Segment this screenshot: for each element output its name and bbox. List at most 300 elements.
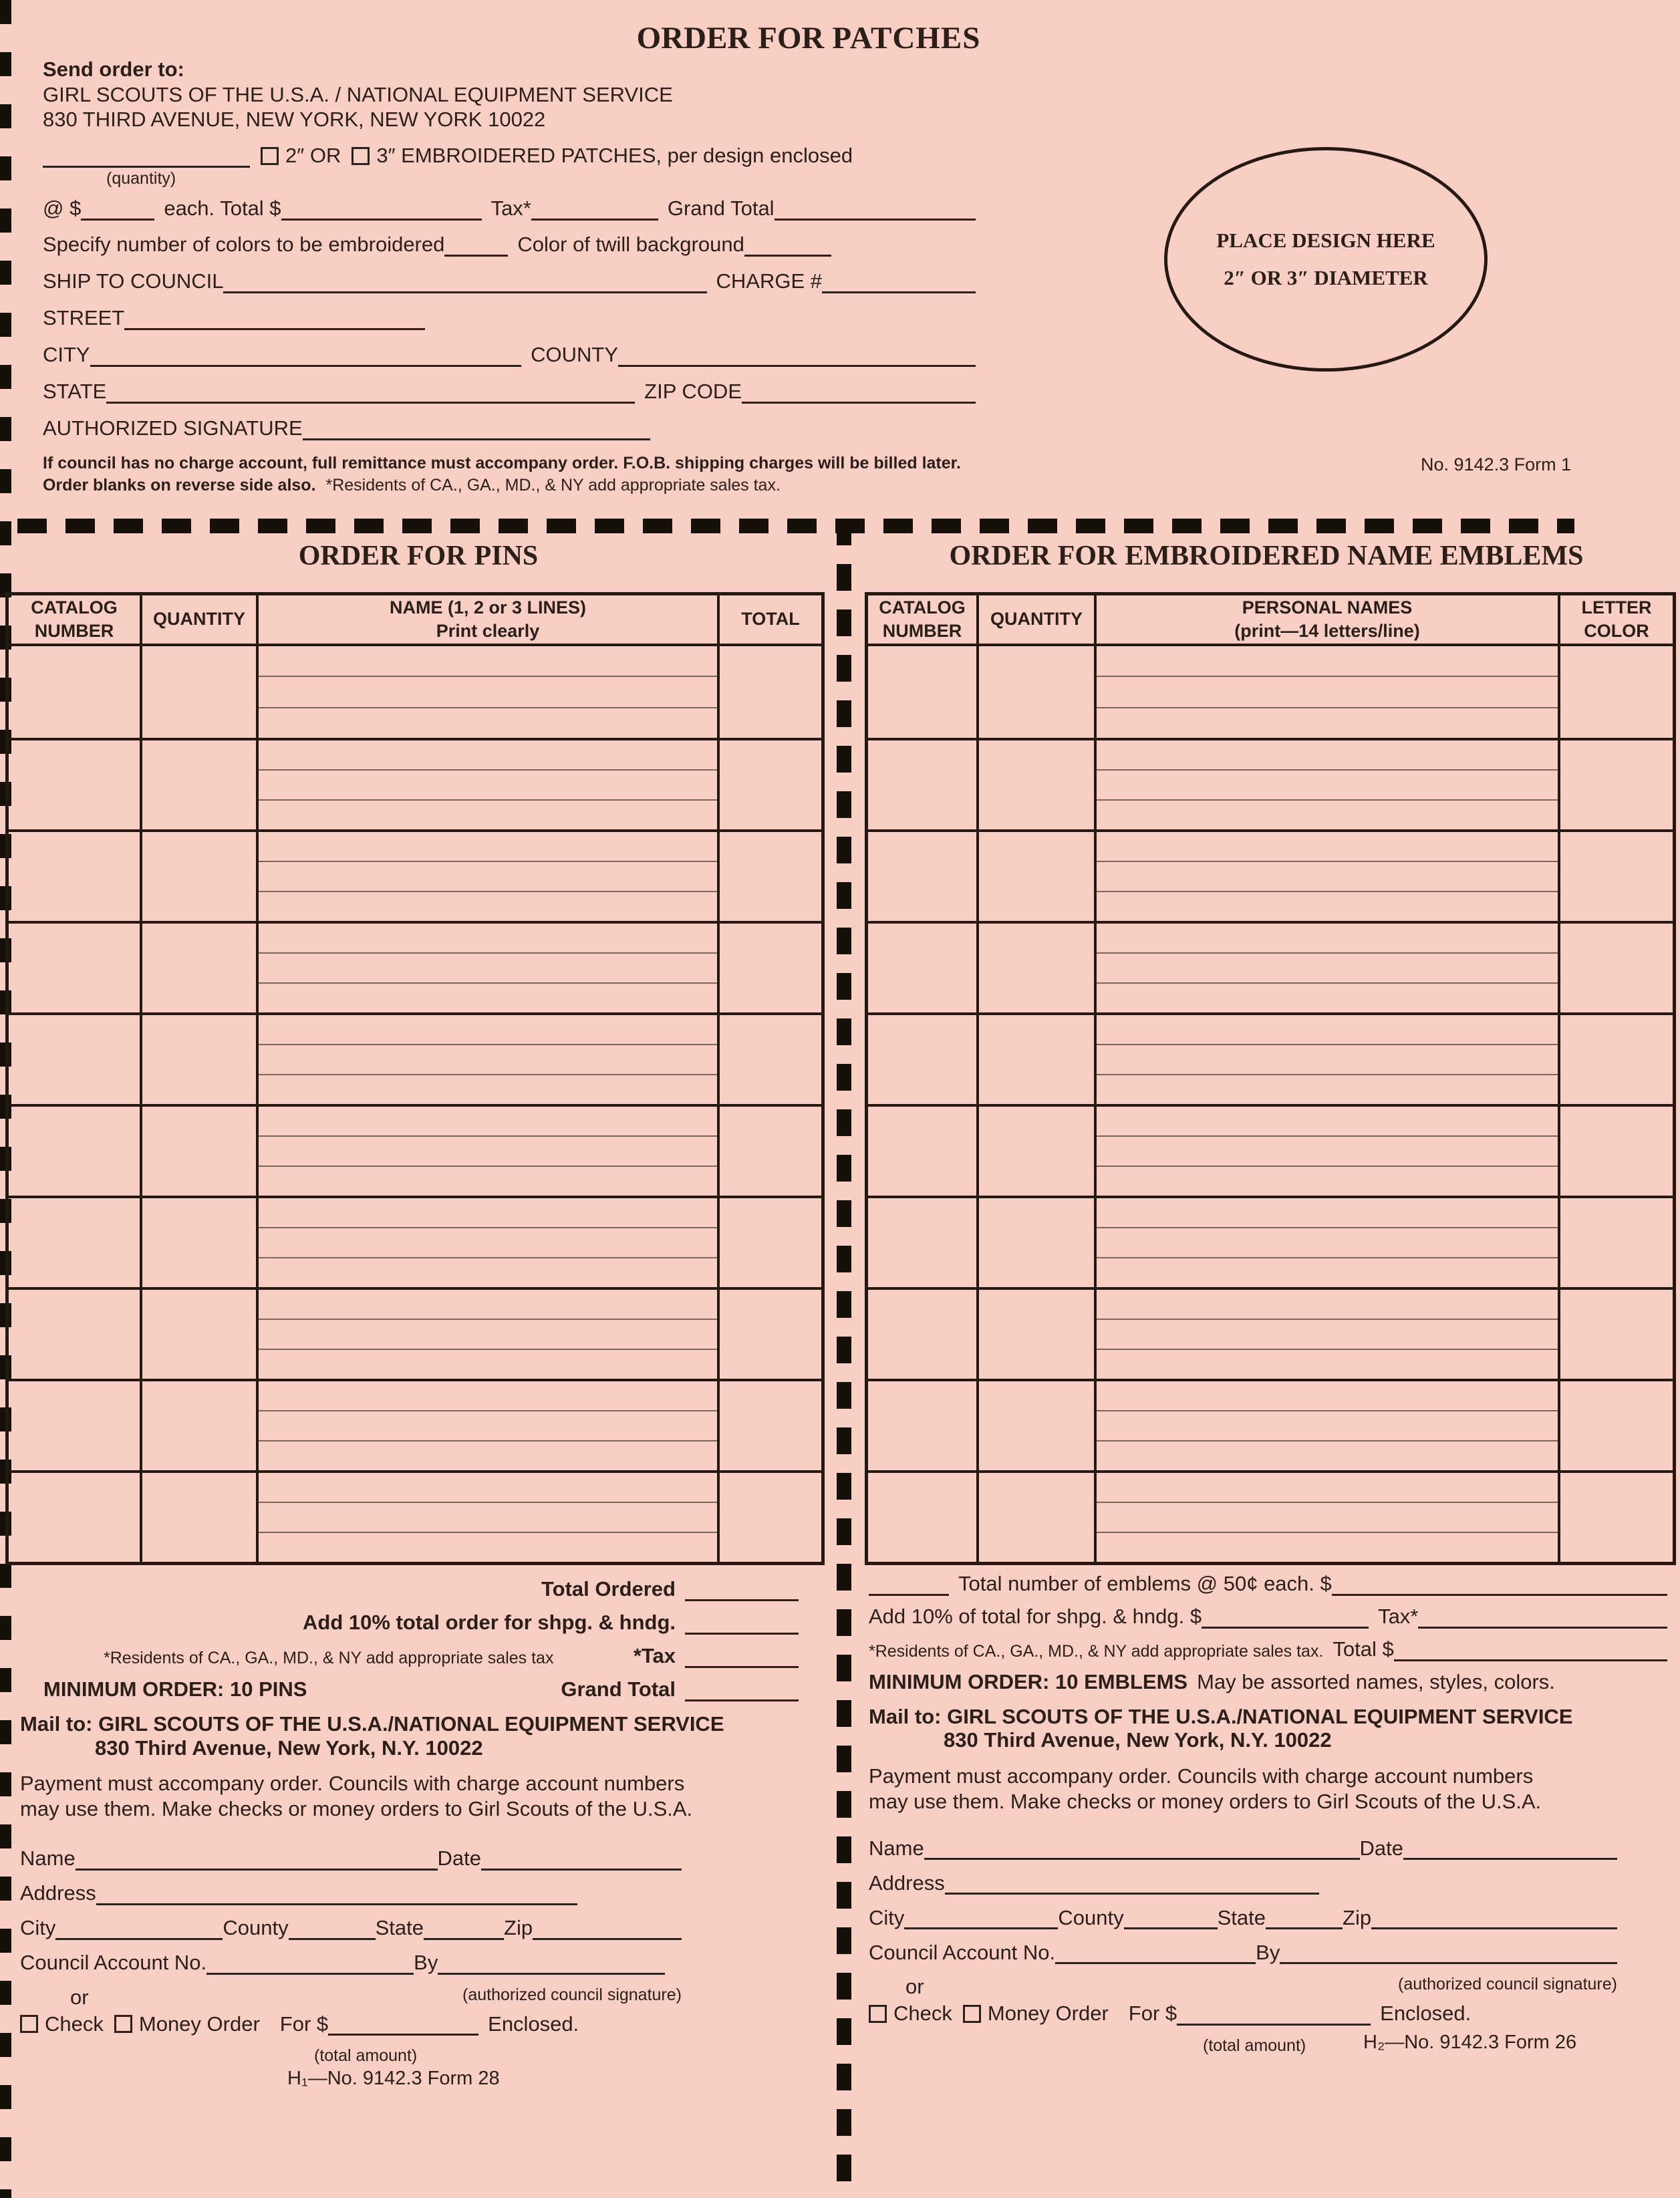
- emblems-write-line[interactable]: [1097, 1167, 1558, 1196]
- date-label: Date: [437, 1846, 481, 1870]
- emblems-letter-color-cell[interactable]: [1558, 646, 1673, 738]
- emblems-personal-names-cell[interactable]: [1094, 832, 1558, 921]
- pins-quantity-cell[interactable]: [140, 1198, 256, 1287]
- pins-quantity-cell[interactable]: [140, 1381, 256, 1470]
- patches-quantity-row: [43, 144, 976, 168]
- pins-table-row: [9, 1287, 821, 1379]
- address-blank[interactable]: [96, 1881, 577, 1905]
- emblems-write-line[interactable]: [1097, 984, 1558, 1012]
- emblems-mail-to-line2: 830 Third Avenue, New York, N.Y. 10022: [944, 1728, 1332, 1752]
- pins-quantity-cell[interactable]: [140, 832, 256, 921]
- emblems-quantity-cell[interactable]: [976, 1107, 1094, 1196]
- emblems-letter-color-cell[interactable]: [1558, 1015, 1673, 1104]
- pins-payment-note: [20, 1772, 799, 1820]
- state-label: STATE: [43, 380, 107, 404]
- pins-total-cell[interactable]: [717, 740, 821, 829]
- emblems-table-row: [868, 1379, 1673, 1470]
- council-account-blank[interactable]: [206, 1951, 414, 1975]
- emblems-write-line[interactable]: [1097, 954, 1558, 984]
- header-line: PERSONAL NAMES: [1242, 597, 1413, 617]
- tax-blank[interactable]: [531, 196, 658, 221]
- emblems-table-row: [868, 829, 1673, 921]
- pins-catalog-number-cell[interactable]: [9, 740, 140, 829]
- pins-write-line[interactable]: [259, 1473, 717, 1503]
- emblems-catalog-number-cell[interactable]: [868, 646, 976, 738]
- pins-write-line[interactable]: [259, 1228, 717, 1258]
- pins-write-line[interactable]: [259, 924, 717, 954]
- emblems-personal-names-cell[interactable]: [1094, 1107, 1558, 1196]
- size-3-checkbox[interactable]: [352, 147, 370, 165]
- twill-color-blank[interactable]: [744, 233, 831, 257]
- pins-quantity-cell[interactable]: [140, 1290, 256, 1379]
- pins-table-row: [9, 1196, 821, 1287]
- emblems-personal-names-cell[interactable]: [1094, 1015, 1558, 1104]
- authorized-signature-caption: (authorized council signature): [1398, 1975, 1617, 1994]
- emblems-write-line[interactable]: [1097, 1107, 1558, 1137]
- emblems-quantity-cell[interactable]: [976, 1290, 1094, 1379]
- org-name: GIRL SCOUTS OF THE U.S.A. / NATIONAL EQUIPMENT SERVICE: [43, 82, 673, 106]
- pins-quantity-cell[interactable]: [140, 1015, 256, 1104]
- emblems-tax-note-row: [869, 1637, 1667, 1661]
- pins-total-cell[interactable]: [717, 1381, 821, 1470]
- emblems-quantity-cell[interactable]: [976, 832, 1094, 921]
- emblems-write-line[interactable]: [1097, 646, 1558, 677]
- pins-name-cell[interactable]: [256, 924, 717, 1012]
- pins-quantity-cell[interactable]: [140, 740, 256, 829]
- check-checkbox[interactable]: [869, 2005, 887, 2023]
- size-2-checkbox[interactable]: [261, 147, 279, 165]
- council-account-label: Council Account No.: [869, 1940, 1056, 1964]
- size-3-label: 3″ EMBROIDERED PATCHES, per design enclosed: [376, 144, 853, 168]
- pins-catalog-number-cell[interactable]: [9, 646, 140, 738]
- charge-number-label: CHARGE #: [716, 269, 822, 293]
- pins-name-cell[interactable]: [256, 1198, 717, 1287]
- emblems-tax-note: *Residents of CA., GA., MD., & NY add appropriate sales tax.: [869, 1642, 1324, 1661]
- emblems-write-line[interactable]: [1097, 1320, 1558, 1350]
- emblems-letter-color-cell[interactable]: [1558, 1381, 1673, 1470]
- address-blank[interactable]: [945, 1871, 1319, 1895]
- county-blank[interactable]: [289, 1916, 376, 1940]
- pins-table-row: [9, 1104, 821, 1196]
- pins-tax-row: [20, 1644, 799, 1668]
- fine-print-bold: If council has no charge account, full remittance must accompany order. F.O.B. shipping charges will be billed later. Order blanks on reverse side also.: [43, 453, 961, 495]
- emblems-total-row: [869, 1572, 1667, 1596]
- county-blank[interactable]: [1124, 1905, 1218, 1929]
- emblems-council-account-row: [869, 1940, 1617, 1964]
- emblems-catalog-number-cell[interactable]: [868, 1381, 976, 1470]
- emblems-table-row: [868, 1104, 1673, 1196]
- pins-total-cell[interactable]: [717, 832, 821, 921]
- pins-purchaser-fields: [20, 1846, 682, 2066]
- state-blank[interactable]: [1266, 1905, 1343, 1929]
- pins-write-line[interactable]: [259, 771, 717, 801]
- pins-name-cell[interactable]: [256, 646, 717, 738]
- emblems-write-line[interactable]: [1097, 1198, 1558, 1228]
- patches-title-main: PATCHES: [832, 21, 981, 55]
- pins-total-cell[interactable]: [717, 1290, 821, 1379]
- emblems-tax-blank[interactable]: [1418, 1605, 1667, 1629]
- oval-line1: PLACE DESIGN HERE: [1216, 229, 1435, 253]
- pins-write-line[interactable]: [259, 1258, 717, 1287]
- by-blank[interactable]: [1280, 1940, 1617, 1964]
- pins-minimum-order-label: MINIMUM ORDER: 10 PINS: [43, 1677, 307, 1701]
- patches-colors-row: [43, 233, 976, 257]
- pins-header-quantity: [140, 595, 256, 644]
- check-label: Check: [893, 2002, 952, 2026]
- emblems-write-line[interactable]: [1097, 1290, 1558, 1320]
- pins-write-line[interactable]: [259, 1137, 717, 1167]
- colors-count-label: Specify number of colors to be embroidered: [43, 233, 445, 257]
- emblems-write-line[interactable]: [1097, 1137, 1558, 1167]
- quantity-blank[interactable]: [43, 144, 250, 168]
- pins-total-amount-caption-row: [20, 2046, 682, 2066]
- for-amount-blank[interactable]: [1177, 2002, 1371, 2026]
- emblems-write-line[interactable]: [1097, 1503, 1558, 1533]
- emblems-quantity-cell[interactable]: [976, 1198, 1094, 1287]
- pins-name-cell[interactable]: [256, 1290, 717, 1379]
- twill-color-label: Color of twill background: [517, 233, 744, 257]
- pins-name-cell[interactable]: [256, 1473, 717, 1562]
- zip-blank[interactable]: [533, 1916, 682, 1940]
- emblems-personal-names-cell[interactable]: [1094, 924, 1558, 1012]
- pins-catalog-number-cell[interactable]: [9, 1473, 140, 1562]
- emblems-grand-total-label: Total $: [1333, 1637, 1394, 1661]
- emblems-write-line[interactable]: [1097, 708, 1558, 738]
- pins-quantity-cell[interactable]: [140, 1107, 256, 1196]
- org-address: 830 THIRD AVENUE, NEW YORK, NEW YORK 10022: [43, 108, 546, 132]
- pins-title-prefix: ORDER FOR: [298, 541, 466, 571]
- pins-write-line[interactable]: [259, 1015, 717, 1045]
- grand-total-blank[interactable]: [775, 196, 976, 221]
- pins-total-cell[interactable]: [717, 924, 821, 1012]
- emblems-catalog-number-cell[interactable]: [868, 1015, 976, 1104]
- pins-name-cell[interactable]: [256, 832, 717, 921]
- emblems-personal-names-cell[interactable]: [1094, 1290, 1558, 1379]
- pins-header-name: [256, 595, 717, 644]
- grand-total-label: Grand Total: [667, 196, 775, 221]
- emblems-catalog-number-cell[interactable]: [868, 1107, 976, 1196]
- state-blank[interactable]: [106, 380, 635, 404]
- emblems-table-header: [868, 595, 1673, 646]
- emblems-personal-names-cell[interactable]: [1094, 740, 1558, 829]
- pins-write-line[interactable]: [259, 1045, 717, 1075]
- emblems-table-row: [868, 921, 1673, 1012]
- emblems-catalog-number-cell[interactable]: [868, 924, 976, 1012]
- money-order-checkbox[interactable]: [114, 2015, 132, 2033]
- emblems-header-letter-color: [1558, 595, 1673, 644]
- by-label: By: [414, 1950, 438, 1974]
- pins-write-line[interactable]: [259, 708, 717, 738]
- pins-name-cell[interactable]: [256, 1107, 717, 1196]
- by-label: By: [1256, 1940, 1280, 1964]
- emblems-write-line[interactable]: [1097, 1473, 1558, 1503]
- pins-shipping-label: Add 10% total order for shpg. & hndg.: [303, 1611, 676, 1635]
- emblems-letter-color-cell[interactable]: [1558, 924, 1673, 1012]
- patches-order-form: [43, 57, 976, 497]
- pins-header-total: [717, 595, 821, 644]
- pins-mail-to: [20, 1712, 799, 1760]
- emblems-personal-names-cell[interactable]: [1094, 1381, 1558, 1470]
- pins-grand-total-blank[interactable]: [685, 1677, 799, 1701]
- pins-write-line[interactable]: [259, 1441, 717, 1470]
- emblems-quantity-cell[interactable]: [976, 646, 1094, 738]
- pins-table: [5, 592, 825, 1565]
- pins-write-line[interactable]: [259, 954, 717, 984]
- pins-shipping-row: [20, 1611, 799, 1635]
- emblems-write-line[interactable]: [1097, 892, 1558, 921]
- emblems-section-title: [853, 540, 1680, 572]
- header-line: CATALOG: [879, 597, 966, 617]
- pins-section-title: [0, 540, 837, 572]
- emblems-name-date-row: [869, 1836, 1617, 1860]
- money-order-checkbox[interactable]: [963, 2005, 981, 2023]
- pins-total-cell[interactable]: [717, 1198, 821, 1287]
- pins-write-line[interactable]: [259, 1381, 717, 1411]
- emblems-grand-total-blank[interactable]: [1394, 1637, 1667, 1661]
- emblems-count-blank[interactable]: [869, 1572, 949, 1596]
- pins-tax-label: *Tax: [633, 1644, 676, 1668]
- pins-total-cell[interactable]: [717, 1015, 821, 1104]
- for-amount-blank[interactable]: [328, 2012, 478, 2036]
- size-2-label: 2″ OR: [285, 144, 341, 168]
- emblems-header-catalog-number: [868, 595, 976, 644]
- county-blank[interactable]: [618, 343, 976, 367]
- pins-name-cell[interactable]: [256, 1015, 717, 1104]
- header-line: TOTAL: [741, 609, 800, 630]
- emblems-catalog-number-cell[interactable]: [868, 832, 976, 921]
- date-blank[interactable]: [1403, 1836, 1617, 1860]
- pins-write-line[interactable]: [259, 832, 717, 862]
- pins-write-line[interactable]: [259, 1198, 717, 1228]
- emblems-write-line[interactable]: [1097, 740, 1558, 771]
- pins-write-line[interactable]: [259, 1167, 717, 1196]
- emblems-quantity-cell[interactable]: [976, 924, 1094, 1012]
- pins-write-line[interactable]: [259, 1075, 717, 1104]
- address-label: Address: [869, 1871, 945, 1895]
- pins-write-line[interactable]: [259, 1503, 717, 1533]
- authorized-signature-label: AUTHORIZED SIGNATURE: [43, 416, 303, 440]
- emblems-catalog-number-cell[interactable]: [868, 740, 976, 829]
- pins-quantity-cell[interactable]: [140, 924, 256, 1012]
- emblems-write-line[interactable]: [1097, 832, 1558, 862]
- emblems-write-line[interactable]: [1097, 1228, 1558, 1258]
- pins-council-account-row: [20, 1951, 682, 1975]
- emblems-write-line[interactable]: [1097, 677, 1558, 708]
- pins-catalog-number-cell[interactable]: [9, 1381, 140, 1470]
- zip-code-blank[interactable]: [742, 380, 976, 404]
- total-ordered-blank[interactable]: [685, 1577, 799, 1601]
- emblems-quantity-cell[interactable]: [976, 740, 1094, 829]
- emblems-write-line[interactable]: [1097, 771, 1558, 801]
- emblems-catalog-number-cell[interactable]: [868, 1198, 976, 1287]
- by-blank[interactable]: [438, 1951, 665, 1975]
- council-account-label: Council Account No.: [20, 1950, 207, 1974]
- or-label: or: [70, 1985, 89, 2009]
- ship-to-council-row: [43, 269, 976, 293]
- emblems-letter-color-cell[interactable]: [1558, 1290, 1673, 1379]
- price-total-blank[interactable]: [281, 196, 482, 221]
- pins-total-cell[interactable]: [717, 1107, 821, 1196]
- emblems-write-line[interactable]: [1097, 862, 1558, 892]
- emblems-letter-color-cell[interactable]: [1558, 832, 1673, 921]
- emblems-write-line[interactable]: [1097, 801, 1558, 829]
- pins-write-line[interactable]: [259, 1320, 717, 1350]
- name-blank[interactable]: [76, 1846, 438, 1871]
- emblems-write-line[interactable]: [1097, 1075, 1558, 1104]
- zip-blank[interactable]: [1371, 1905, 1617, 1929]
- date-blank[interactable]: [481, 1846, 682, 1871]
- pins-write-line[interactable]: [259, 677, 717, 708]
- emblems-payment-note: [869, 1764, 1667, 1813]
- pins-catalog-number-cell[interactable]: [9, 924, 140, 1012]
- for-amount-label: For $: [1128, 2002, 1177, 2026]
- emblems-shipping-row: [869, 1605, 1667, 1629]
- emblems-quantity-cell[interactable]: [976, 1473, 1094, 1562]
- charge-number-blank[interactable]: [822, 269, 976, 293]
- pins-catalog-number-cell[interactable]: [9, 1107, 140, 1196]
- pins-total-cell[interactable]: [717, 1473, 821, 1562]
- pins-quantity-cell[interactable]: [140, 1473, 256, 1562]
- pins-table-row: [9, 1379, 821, 1470]
- pins-write-line[interactable]: [259, 1290, 717, 1320]
- authorized-signature-blank[interactable]: [303, 416, 650, 440]
- street-label: STREET: [43, 306, 125, 330]
- pins-order-summary: [20, 1577, 799, 2066]
- state-blank[interactable]: [424, 1916, 504, 1940]
- emblems-personal-names-cell[interactable]: [1094, 1473, 1558, 1562]
- emblems-header-personal-names: [1094, 595, 1558, 644]
- pins-write-line[interactable]: [259, 646, 717, 677]
- emblems-title-main: EMBROIDERED NAME EMBLEMS: [1125, 541, 1584, 571]
- emblems-letter-color-cell[interactable]: [1558, 740, 1673, 829]
- header-line: NAME (1, 2 or 3 LINES): [389, 597, 587, 617]
- emblems-catalog-number-cell[interactable]: [868, 1290, 976, 1379]
- zip-label: Zip: [1343, 1905, 1372, 1929]
- emblems-address-row: [869, 1871, 1617, 1895]
- ship-to-council-blank[interactable]: [223, 269, 706, 293]
- name-label: Name: [20, 1846, 76, 1870]
- check-checkbox[interactable]: [20, 2015, 38, 2033]
- tax-label: Tax*: [491, 196, 531, 221]
- pins-check-row: [20, 2012, 682, 2036]
- header-line: CATALOG: [31, 597, 118, 617]
- emblems-letter-color-cell[interactable]: [1558, 1473, 1673, 1562]
- emblems-shipping-blank[interactable]: [1202, 1605, 1369, 1629]
- dashed-divider-horizontal: [17, 519, 1574, 533]
- pins-write-line[interactable]: [259, 862, 717, 892]
- oval-line2: 2″ OR 3″ DIAMETER: [1224, 266, 1428, 289]
- emblems-letter-color-cell[interactable]: [1558, 1198, 1673, 1287]
- county-label: County: [223, 1915, 289, 1939]
- address-label: Address: [20, 1881, 96, 1905]
- pins-mail-to-line1: Mail to: GIRL SCOUTS OF THE U.S.A./NATIONAL EQUIPMENT SERVICE: [20, 1712, 724, 1736]
- emblems-title-prefix: ORDER FOR: [949, 541, 1117, 571]
- emblems-personal-names-cell[interactable]: [1094, 646, 1558, 738]
- pins-write-line[interactable]: [259, 1107, 717, 1137]
- council-account-blank[interactable]: [1055, 1940, 1256, 1964]
- pins-name-cell[interactable]: [256, 740, 717, 829]
- emblems-write-line[interactable]: [1097, 924, 1558, 954]
- pins-header-catalog-number: [9, 595, 140, 644]
- pins-name-cell[interactable]: [256, 1381, 717, 1470]
- emblems-table-body: [868, 646, 1673, 1562]
- total-ordered-label: Total Ordered: [541, 1577, 676, 1601]
- pins-write-line[interactable]: [259, 892, 717, 921]
- price-total-label: each. Total $: [164, 196, 281, 221]
- header-line: LETTER: [1581, 597, 1652, 617]
- pins-write-line[interactable]: [259, 1350, 717, 1379]
- colors-count-blank[interactable]: [444, 233, 508, 257]
- pins-catalog-number-cell[interactable]: [9, 832, 140, 921]
- emblems-write-line[interactable]: [1097, 1350, 1558, 1379]
- design-placement-oval: [1164, 147, 1488, 372]
- pins-payment-line2: may use them. Make checks or money orders to Girl Scouts of the U.S.A.: [20, 1796, 693, 1820]
- emblems-write-line[interactable]: [1097, 1381, 1558, 1411]
- name-blank[interactable]: [924, 1836, 1360, 1860]
- pins-quantity-cell[interactable]: [140, 646, 256, 738]
- emblems-write-line[interactable]: [1097, 1533, 1558, 1562]
- emblems-quantity-cell[interactable]: [976, 1381, 1094, 1470]
- city-blank[interactable]: [904, 1905, 1058, 1929]
- city-label: City: [20, 1915, 56, 1939]
- pins-catalog-number-cell[interactable]: [9, 1015, 140, 1104]
- emblems-letter-color-cell[interactable]: [1558, 1107, 1673, 1196]
- pins-write-line[interactable]: [259, 1533, 717, 1562]
- county-label: COUNTY: [531, 343, 618, 367]
- emblems-write-line[interactable]: [1097, 1045, 1558, 1075]
- emblems-total-blank[interactable]: [1332, 1572, 1667, 1596]
- for-amount-label: For $: [279, 2012, 329, 2036]
- city-blank[interactable]: [55, 1916, 223, 1940]
- patches-title-prefix: ORDER FOR: [636, 21, 825, 55]
- pins-grand-total-label: Grand Total: [561, 1677, 676, 1701]
- emblems-catalog-number-cell[interactable]: [868, 1473, 976, 1562]
- emblems-header-quantity: [976, 595, 1094, 644]
- emblems-quantity-cell[interactable]: [976, 1015, 1094, 1104]
- emblems-write-line[interactable]: [1097, 1441, 1558, 1470]
- pins-shipping-blank[interactable]: [685, 1611, 799, 1635]
- ship-to-council-label: SHIP TO COUNCIL: [43, 269, 224, 293]
- pins-catalog-number-cell[interactable]: [9, 1198, 140, 1287]
- header-line: QUANTITY: [153, 609, 245, 630]
- emblems-write-line[interactable]: [1097, 1015, 1558, 1045]
- pins-catalog-number-cell[interactable]: [9, 1290, 140, 1379]
- pins-tax-blank[interactable]: [685, 1644, 799, 1668]
- pins-name-date-row: [20, 1846, 682, 1871]
- pins-write-line[interactable]: [259, 740, 717, 771]
- price-each-blank[interactable]: [81, 196, 154, 221]
- city-county-row: [43, 343, 976, 367]
- pins-tax-note: *Residents of CA., GA., MD., & NY add appropriate sales tax: [104, 1649, 554, 1668]
- street-blank[interactable]: [124, 306, 425, 330]
- authorized-signature-row: [43, 416, 976, 440]
- money-order-label: Money Order: [138, 2012, 260, 2036]
- pins-total-cell[interactable]: [717, 646, 821, 738]
- pins-table-row: [9, 829, 821, 921]
- or-label: or: [905, 1975, 924, 1999]
- pins-write-line[interactable]: [259, 801, 717, 829]
- emblems-personal-names-cell[interactable]: [1094, 1198, 1558, 1287]
- emblems-write-line[interactable]: [1097, 1258, 1558, 1287]
- pins-write-line[interactable]: [259, 1411, 717, 1441]
- enclosed-label: Enclosed.: [488, 2012, 579, 2036]
- header-line: NUMBER: [34, 621, 114, 641]
- city-blank[interactable]: [90, 343, 521, 367]
- emblems-write-line[interactable]: [1097, 1411, 1558, 1441]
- pins-table-header: [9, 595, 821, 646]
- pins-or-line: [20, 1985, 682, 2010]
- pins-write-line[interactable]: [259, 984, 717, 1012]
